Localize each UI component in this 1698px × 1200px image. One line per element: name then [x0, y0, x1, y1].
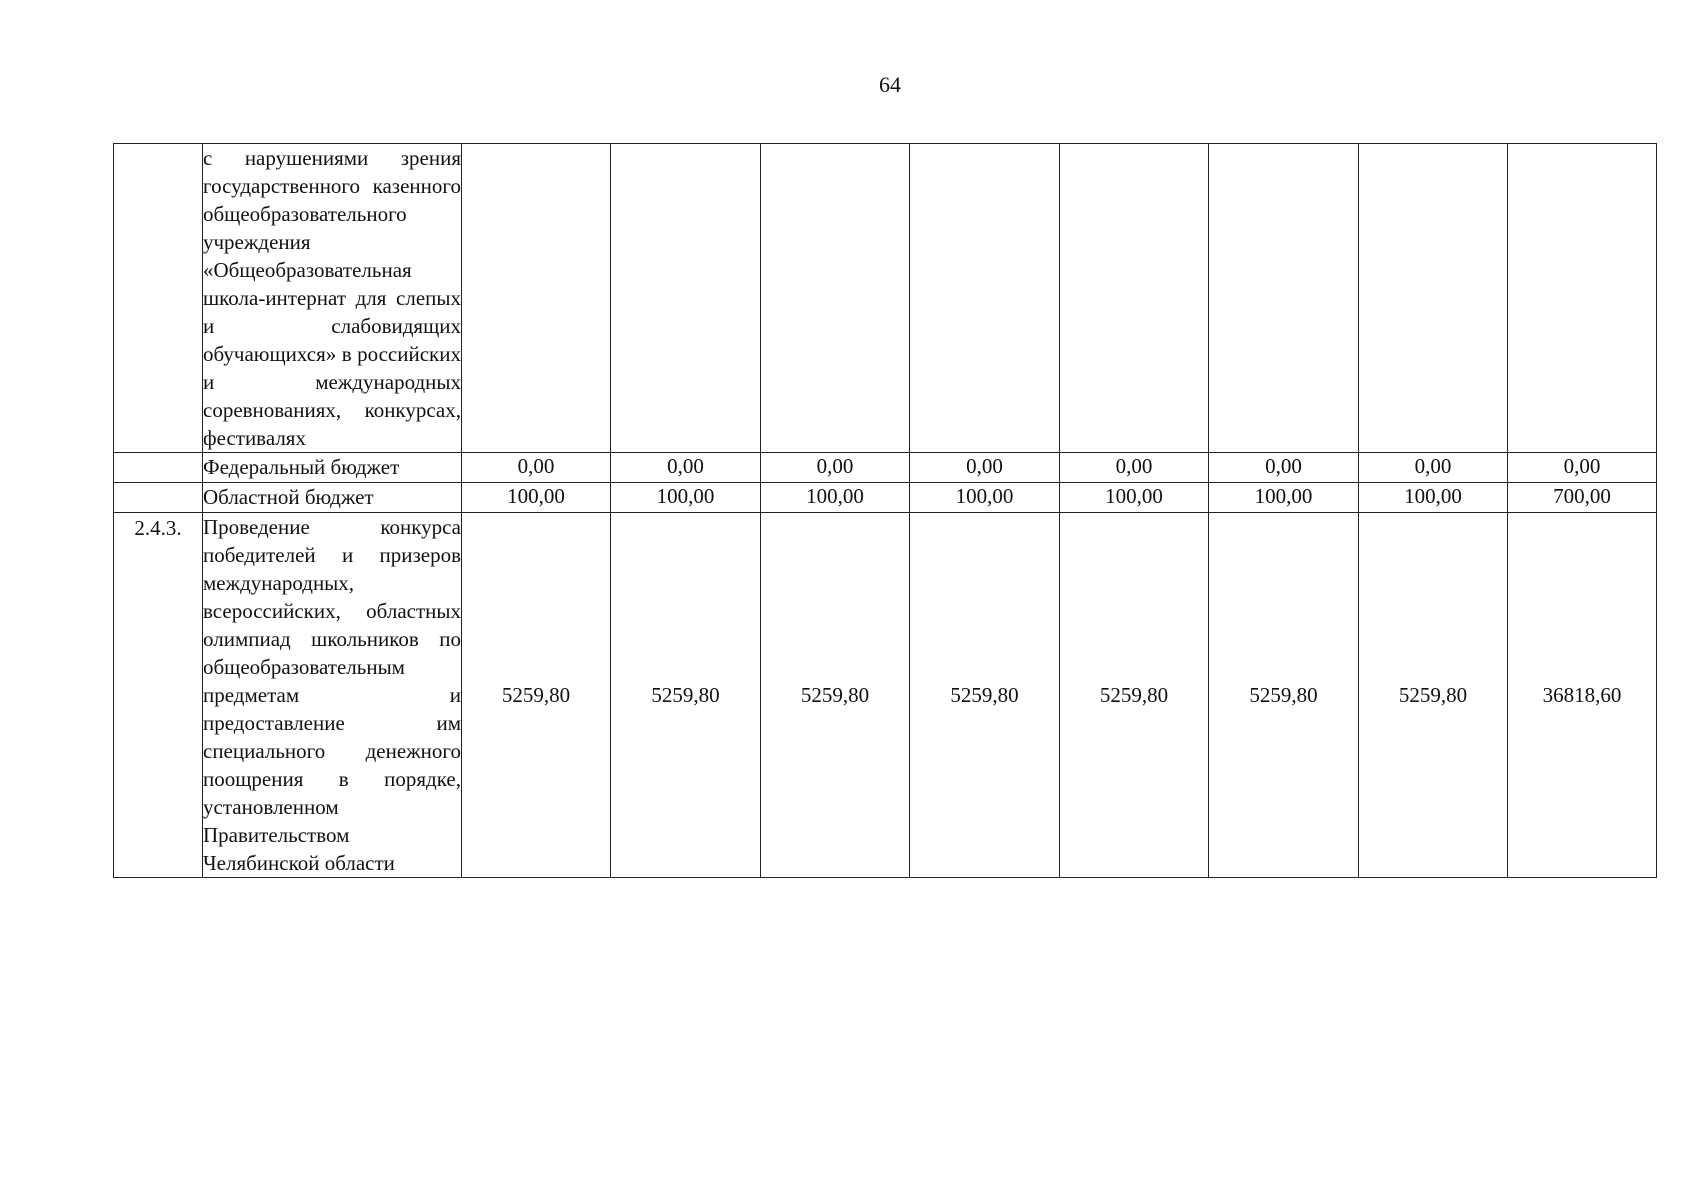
year-value: 100,00: [462, 483, 611, 513]
year-value: 100,00: [611, 483, 761, 513]
year-value: 100,00: [1359, 483, 1508, 513]
year-value: 0,00: [1060, 453, 1209, 483]
year-value: 5259,80: [462, 513, 611, 878]
year-value: [910, 144, 1060, 453]
year-value: [1060, 144, 1209, 453]
year-value: [1209, 144, 1359, 453]
total-value: 700,00: [1508, 483, 1657, 513]
year-value: [462, 144, 611, 453]
page-number: 64: [879, 72, 901, 97]
year-value: [611, 144, 761, 453]
table-row: [114, 483, 1657, 513]
table-row: [114, 144, 1657, 453]
row-number: [114, 144, 203, 453]
year-value: 0,00: [910, 453, 1060, 483]
row-number: [114, 453, 203, 483]
row-description: Областной бюджет: [203, 483, 462, 513]
year-value: 100,00: [1209, 483, 1359, 513]
total-value: 36818,60: [1508, 513, 1657, 878]
total-value: [1508, 144, 1657, 453]
year-value: 5259,80: [1060, 513, 1209, 878]
total-value: 0,00: [1508, 453, 1657, 483]
year-value: 0,00: [1359, 453, 1508, 483]
year-value: 0,00: [611, 453, 761, 483]
year-value: 5259,80: [1359, 513, 1508, 878]
year-value: 0,00: [761, 453, 910, 483]
table-row: [114, 513, 1657, 878]
year-value: 100,00: [761, 483, 910, 513]
row-number: 2.4.3.: [114, 513, 203, 878]
year-value: 0,00: [462, 453, 611, 483]
row-description: Федеральный бюджет: [203, 453, 462, 483]
year-value: 5259,80: [1209, 513, 1359, 878]
budget-table: [113, 143, 1657, 878]
year-value: [761, 144, 910, 453]
year-value: 100,00: [1060, 483, 1209, 513]
row-number: [114, 483, 203, 513]
year-value: 5259,80: [611, 513, 761, 878]
year-value: [1359, 144, 1508, 453]
year-value: 0,00: [1209, 453, 1359, 483]
year-value: 5259,80: [761, 513, 910, 878]
year-value: 100,00: [910, 483, 1060, 513]
row-description: с нарушениями зрения государственного казенного общеобразовательного учреждения «Общеобразовательная школа-интернат для слепых и слабовидящих обучающихся» в российских и международных соревнованиях, конкурсах, фестивалях: [203, 144, 462, 453]
row-description: Проведение конкурса победителей и призеров международных, всероссийских, областных олимпиад школьников по общеобразовательным предметам и предоставление им специального денежного поощрения в порядке, установленном Правительством Челябинской области: [203, 513, 462, 878]
year-value: 5259,80: [910, 513, 1060, 878]
table-row: [114, 453, 1657, 483]
